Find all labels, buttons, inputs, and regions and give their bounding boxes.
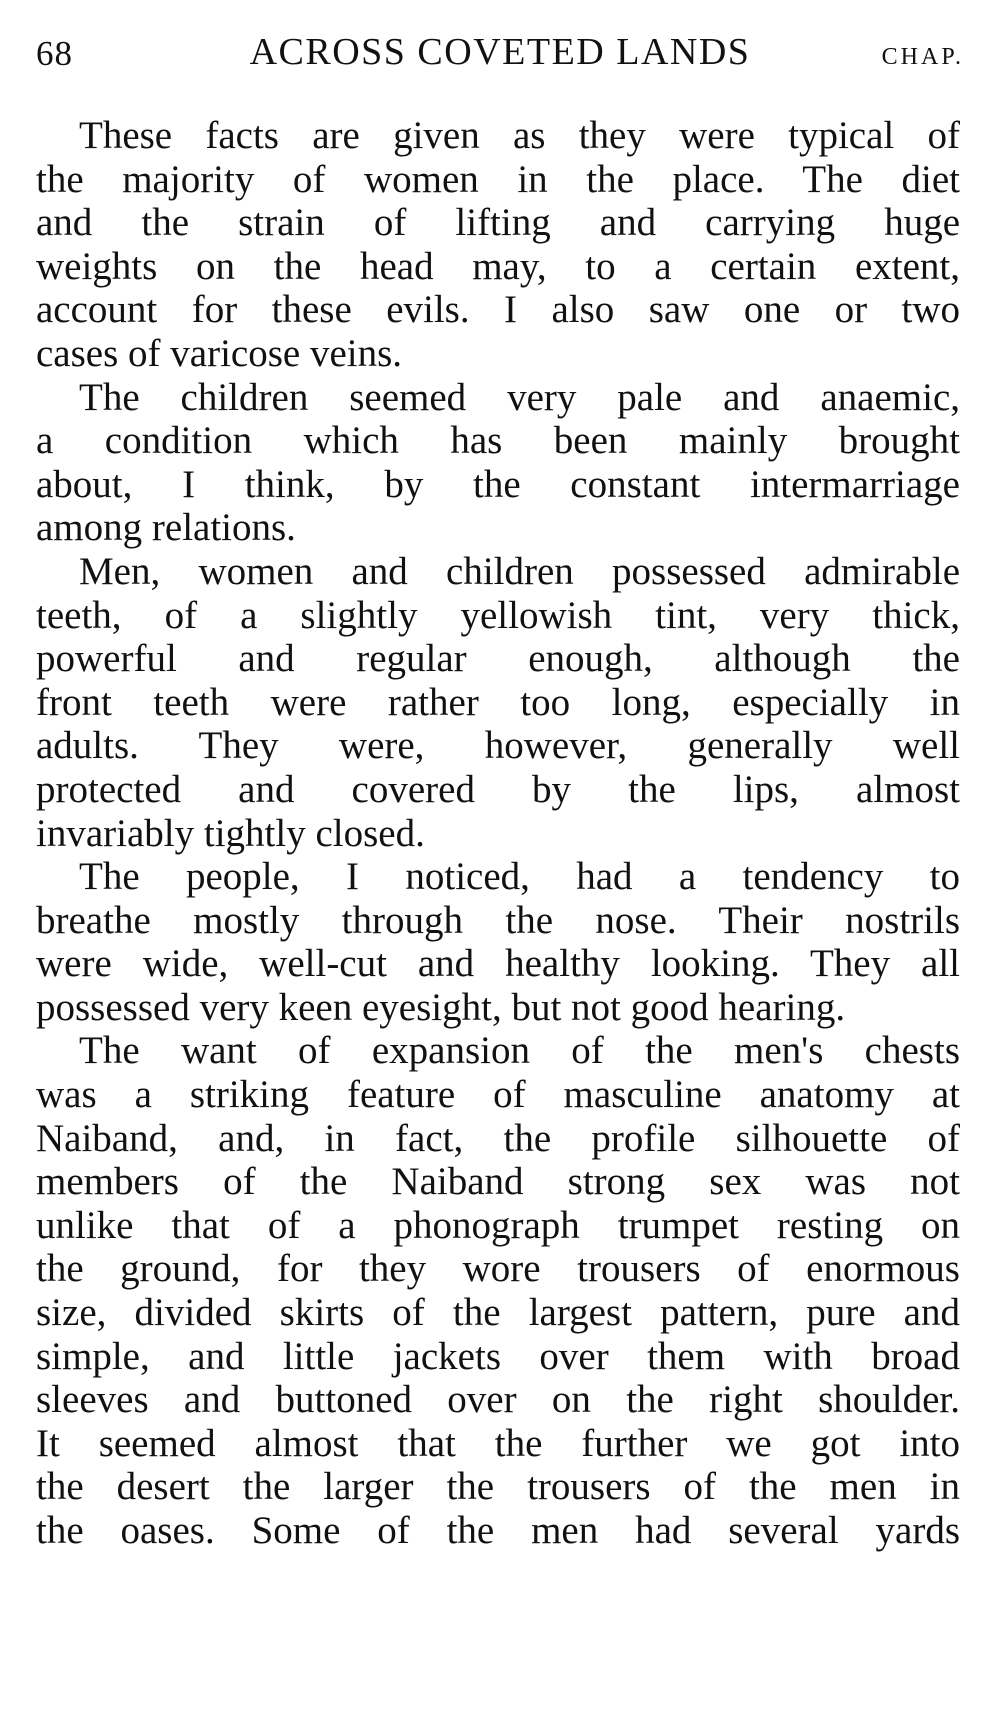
paragraph <box>36 114 960 376</box>
paragraph <box>36 550 960 855</box>
text-line: The people, I noticed, had a tendency to <box>79 855 960 899</box>
text-line: possessed very keen eyesight, but not good hearing. <box>36 985 846 1029</box>
text-line: powerful and regular enough, although the <box>36 637 960 681</box>
page-number: 68 <box>36 34 73 73</box>
paragraph <box>36 1029 960 1552</box>
text-line: sleeves and buttoned over on the right shoulder. <box>36 1378 960 1422</box>
text-line: the ground, for they wore trousers of enormous <box>36 1247 960 1291</box>
text-line: was a striking feature of masculine anatomy at <box>36 1073 960 1117</box>
paragraph <box>36 376 960 550</box>
text-line: The want of expansion of the men's chests <box>79 1029 960 1073</box>
text-line: size, divided skirts of the largest pattern, pure and <box>36 1291 960 1335</box>
text-line: members of the Naiband strong sex was not <box>36 1160 960 1204</box>
text-line: cases of varicose veins. <box>36 331 403 375</box>
text-line: the majority of women in the place. The diet <box>36 157 960 201</box>
text-line: about, I think, by the constant intermarriage <box>36 462 960 506</box>
text-line: unlike that of a phonograph trumpet resting on <box>36 1203 960 1247</box>
text-line: among relations. <box>36 506 296 550</box>
text-line: It seemed almost that the further we got into <box>36 1421 960 1465</box>
text-line: The children seemed very pale and anaemic, <box>79 375 960 419</box>
text-line: and the strain of lifting and carrying huge <box>36 201 960 245</box>
text-line: simple, and little jackets over them with broad <box>36 1334 960 1378</box>
text-line: Men, women and children possessed admirable <box>79 549 960 593</box>
text-line: the oases. Some of the men had several yards <box>36 1509 960 1552</box>
text-line: the desert the larger the trousers of the men in <box>36 1465 960 1509</box>
text-line: breathe mostly through the nose. Their nostrils <box>36 898 960 942</box>
text-line: adults. They were, however, generally well <box>36 724 960 768</box>
running-header <box>36 28 964 80</box>
chapter-label: CHAP. <box>881 44 964 70</box>
text-line: Naiband, and, in fact, the profile silhouette of <box>36 1116 960 1160</box>
text-line: front teeth were rather too long, especially in <box>36 680 960 724</box>
text-line: a condition which has been mainly brought <box>36 419 960 463</box>
text-line: account for these evils. I also saw one or two <box>36 288 960 332</box>
body-text <box>36 114 960 1553</box>
text-line: weights on the head may, to a certain extent, <box>36 244 960 288</box>
text-line: invariably tightly closed. <box>36 811 425 855</box>
text-line: These facts are given as they were typical of <box>79 114 960 157</box>
text-line: were wide, well-cut and healthy looking. They all <box>36 942 960 986</box>
text-line: protected and covered by the lips, almost <box>36 767 960 811</box>
text-line: teeth, of a slightly yellowish tint, very thick, <box>36 593 960 637</box>
book-title: ACROSS COVETED LANDS <box>249 31 751 73</box>
paragraph <box>36 855 960 1029</box>
